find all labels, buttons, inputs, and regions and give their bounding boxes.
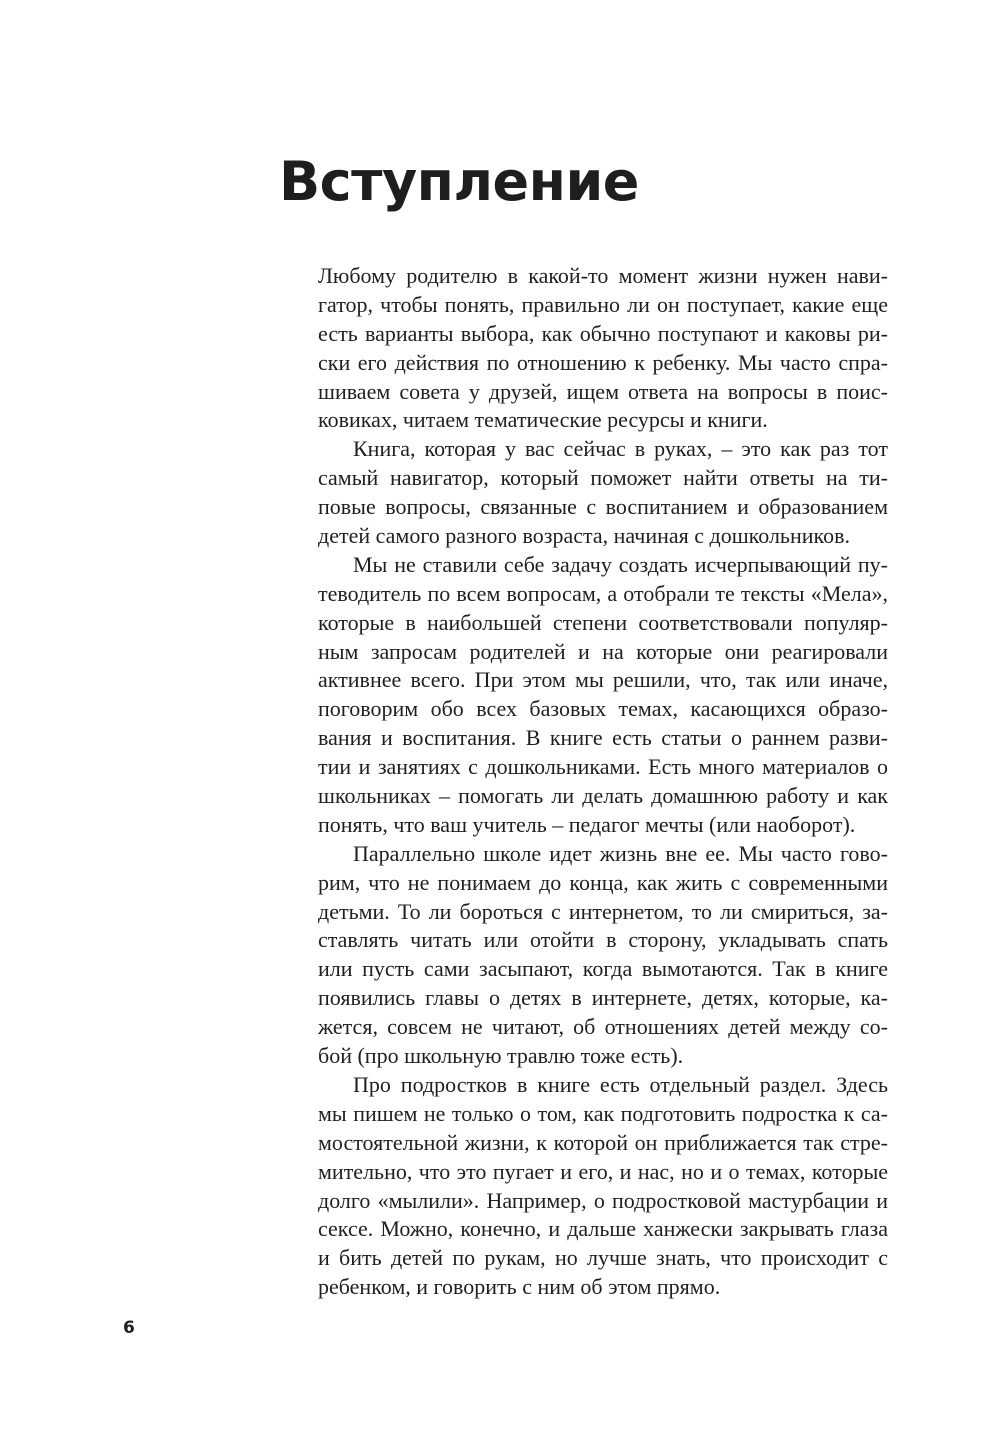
text-line: понять, что ваш учитель – педагог мечты (или наоборот). [318,811,856,837]
text-line: мостоятельной жизни, к которой он приближается так стре- [318,1129,888,1155]
text-line: детьми. То ли бороться с интернетом, то ли смириться, за- [318,898,888,924]
chapter-title: Вступление [279,150,639,213]
text-line: повые вопросы, связанные с воспитанием и образованием [318,494,888,520]
text-line: самый навигатор, который поможет найти ответы на ти- [318,465,888,491]
text-line: и бить детей по рукам, но лучше знать, что происходит с [318,1245,888,1271]
text-line: активнее всего. При этом мы решили, что, так или иначе, [318,667,888,693]
body-text [318,262,888,1302]
text-line: Мы не ставили себе задачу создать исчерпывающий пу- [353,551,888,577]
text-line: поговорим обо всех базовых темах, касающихся образо- [318,696,888,722]
text-line: которые в наибольшей степени соответствовали популяр- [318,609,888,635]
page-number: 6 [123,1318,135,1338]
text-line: детей самого разного возраста, начиная с дошкольников. [318,523,850,549]
text-line: бой (про школьную травлю тоже есть). [318,1043,684,1069]
text-line: ставлять читать или отойти в сторону, укладывать спать [318,927,888,953]
text-line: Любому родителю в какой-то момент жизни нужен нави- [318,263,888,288]
text-line: ным запросам родителей и на которые они реагировали [318,638,888,664]
text-line: мительно, что это пугает и его, и нас, но и о темах, которые [318,1158,888,1184]
paragraph [318,435,888,551]
text-line: мы пишем не только о том, как подготовить подростка к са- [318,1100,888,1126]
text-line: Книга, которая у вас сейчас в руках, – это как раз тот [353,436,888,462]
text-line: ковиках, читаем тематические ресурсы и книги. [318,407,768,433]
text-line: сексе. Можно, конечно, и дальше ханжески закрывать глаза [318,1216,888,1242]
paragraph [318,840,888,1071]
text-line: вания и воспитания. В книге есть статьи о раннем разви- [318,725,888,751]
text-line: гатор, чтобы понять, правильно ли он поступает, какие еще [318,291,888,317]
text-line: есть варианты выбора, как обычно поступают и каковы ри- [318,320,888,346]
text-line: ребенком, и говорить с ним об этом прямо. [318,1274,721,1300]
text-line: теводитель по всем вопросам, а отобрали те тексты «Мела», [318,580,888,606]
text-line: рим, что не понимаем до конца, как жить с современными [318,869,888,895]
paragraph [318,1071,888,1302]
text-line: долго «мылили». Например, о подростковой мастурбации и [318,1187,888,1213]
text-line: появились главы о детях в интернете, детях, которые, ка- [318,985,888,1011]
text-line: Параллельно школе идет жизнь вне ее. Мы часто гово- [353,840,888,866]
text-line: школьниках – помогать ли делать домашнюю работу и как [318,783,888,809]
text-line: или пусть сами засыпают, когда вымотаются. Так в книге [318,956,888,982]
paragraph [318,551,888,840]
text-line: Про подростков в книге есть отдельный раздел. Здесь [353,1071,888,1097]
paragraph [318,262,888,435]
text-line: ски его действия по отношению к ребенку. Мы часто спра- [318,349,888,375]
text-line: жется, совсем не читают, об отношениях детей между со- [318,1014,888,1040]
text-line: тии и занятиях с дошкольниками. Есть много материалов о [318,754,888,780]
text-line: шиваем совета у друзей, ищем ответа на вопросы в поис- [318,378,888,404]
